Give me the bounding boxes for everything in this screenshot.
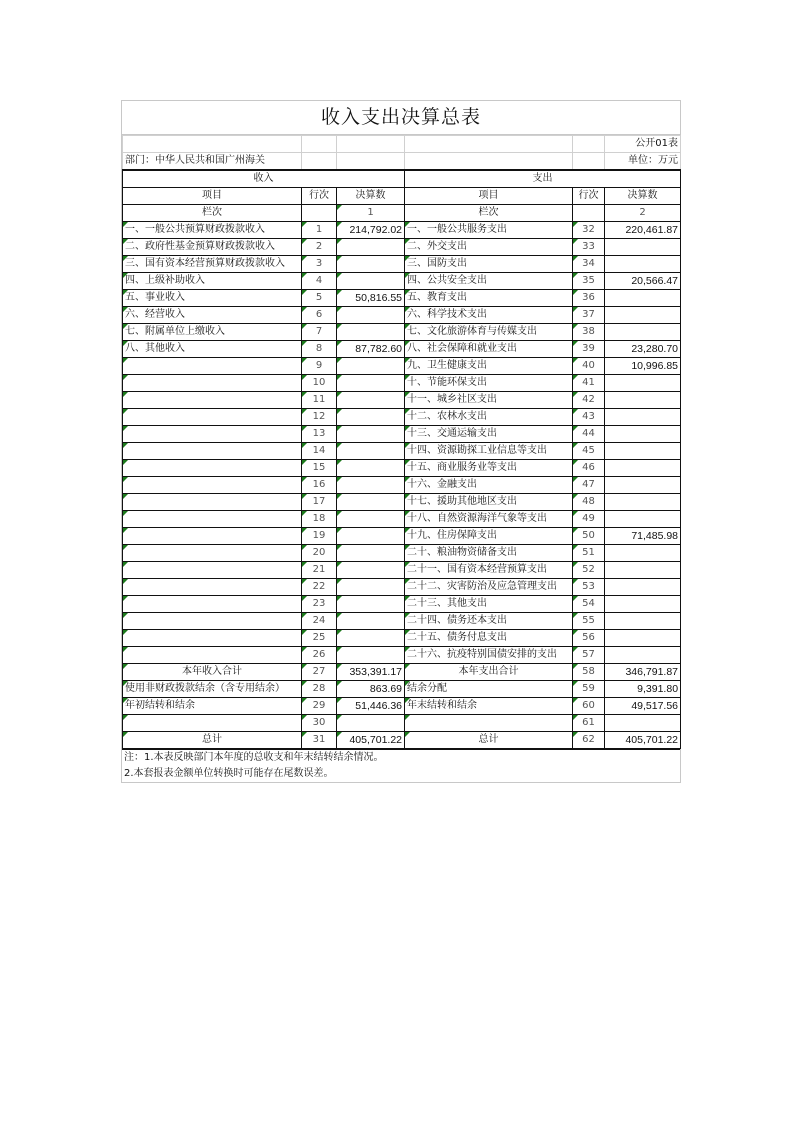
income-line-no: 30 — [302, 715, 337, 732]
income-line-no: 14 — [302, 443, 337, 460]
expense-column-label: 栏次 — [405, 205, 573, 222]
income-item — [123, 613, 302, 630]
income-line-no: 31 — [302, 732, 337, 749]
table-row — [123, 630, 681, 647]
income-line-no: 12 — [302, 409, 337, 426]
income-line-no: 10 — [302, 375, 337, 392]
income-item: 二、政府性基金预算财政拨款收入 — [123, 239, 302, 256]
table-row — [123, 443, 681, 460]
expense-item: 二十二、灾害防治及应急管理支出 — [405, 579, 573, 596]
expense-amount: 10,996.85 — [605, 358, 681, 375]
income-item — [123, 545, 302, 562]
expense-amount — [605, 613, 681, 630]
expense-line-no: 62 — [573, 732, 605, 749]
expense-item: 五、教育支出 — [405, 290, 573, 307]
expense-line-no: 53 — [573, 579, 605, 596]
income-amount — [337, 409, 405, 426]
expense-amount — [605, 409, 681, 426]
table-row — [123, 273, 681, 290]
expense-item: 十九、住房保障支出 — [405, 528, 573, 545]
expense-amount — [605, 375, 681, 392]
income-line-no: 7 — [302, 324, 337, 341]
expense-amount — [605, 647, 681, 664]
summary-row — [123, 681, 681, 698]
expense-amount — [605, 307, 681, 324]
expense-summary-item — [405, 715, 573, 732]
income-item: 四、上级补助收入 — [123, 273, 302, 290]
expense-line-no: 54 — [573, 596, 605, 613]
notes — [122, 749, 680, 783]
summary-row — [123, 698, 681, 715]
expense-amount — [605, 545, 681, 562]
income-line-no: 21 — [302, 562, 337, 579]
expense-amount: 71,485.98 — [605, 528, 681, 545]
expense-amount: 405,701.22 — [605, 732, 681, 749]
expense-line-no: 61 — [573, 715, 605, 732]
table-row — [123, 613, 681, 630]
table-row — [123, 222, 681, 239]
expense-amount — [605, 630, 681, 647]
income-summary-item: 年初结转和结余 — [123, 698, 302, 715]
income-item — [123, 477, 302, 494]
table-row — [123, 239, 681, 256]
income-line-no: 9 — [302, 358, 337, 375]
income-item: 三、国有资本经营预算财政拨款收入 — [123, 256, 302, 273]
income-line-no: 15 — [302, 460, 337, 477]
income-amount-header: 决算数 — [337, 188, 405, 205]
expense-item: 七、文化旅游体育与传媒支出 — [405, 324, 573, 341]
income-amount — [337, 511, 405, 528]
expense-item: 二十一、国有资本经营预算支出 — [405, 562, 573, 579]
table-row — [123, 460, 681, 477]
income-line-no: 13 — [302, 426, 337, 443]
income-amount — [337, 324, 405, 341]
expense-amount: 23,280.70 — [605, 341, 681, 358]
expense-item: 二十六、抗疫特别国债安排的支出 — [405, 647, 573, 664]
income-amount — [337, 307, 405, 324]
summary-row — [123, 715, 681, 732]
income-item: 八、其他收入 — [123, 341, 302, 358]
income-amount — [337, 256, 405, 273]
expense-line-no: 59 — [573, 681, 605, 698]
expense-column-number: 2 — [605, 205, 681, 222]
page-title: 收入支出决算总表 — [122, 100, 680, 135]
table-row — [123, 511, 681, 528]
income-summary-item: 总计 — [123, 732, 302, 749]
expense-line-no: 47 — [573, 477, 605, 494]
expense-summary-item: 年末结转和结余 — [405, 698, 573, 715]
income-item — [123, 579, 302, 596]
table-row — [123, 358, 681, 375]
expense-line-no: 49 — [573, 511, 605, 528]
expense-line-no: 60 — [573, 698, 605, 715]
report-sheet — [121, 100, 681, 783]
expense-amount — [605, 562, 681, 579]
unit-label: 单位：万元 — [605, 153, 681, 170]
expense-line-no: 50 — [573, 528, 605, 545]
table-row — [123, 579, 681, 596]
table-row — [123, 256, 681, 273]
expense-amount — [605, 477, 681, 494]
income-amount: 50,816.55 — [337, 290, 405, 307]
budget-summary-table — [122, 170, 681, 749]
income-line-no: 11 — [302, 392, 337, 409]
expense-item: 三、国防支出 — [405, 256, 573, 273]
income-amount: 214,792.02 — [337, 222, 405, 239]
income-line-no: 18 — [302, 511, 337, 528]
table-row — [123, 545, 681, 562]
expense-line-no: 58 — [573, 664, 605, 681]
income-summary-item: 本年收入合计 — [123, 664, 302, 681]
expense-amount — [605, 290, 681, 307]
income-line-no: 29 — [302, 698, 337, 715]
expense-amount — [605, 324, 681, 341]
income-line-header: 行次 — [302, 188, 337, 205]
income-amount — [337, 443, 405, 460]
expense-item: 二十三、其他支出 — [405, 596, 573, 613]
expense-amount: 49,517.56 — [605, 698, 681, 715]
income-amount — [337, 358, 405, 375]
income-amount — [337, 613, 405, 630]
income-line-no: 3 — [302, 256, 337, 273]
income-amount — [337, 273, 405, 290]
table-row — [123, 290, 681, 307]
income-item — [123, 528, 302, 545]
income-item — [123, 426, 302, 443]
summary-row — [123, 664, 681, 681]
income-item — [123, 647, 302, 664]
income-amount — [337, 494, 405, 511]
table-row — [123, 324, 681, 341]
income-amount — [337, 460, 405, 477]
income-amount: 87,782.60 — [337, 341, 405, 358]
expense-amount — [605, 256, 681, 273]
income-item — [123, 392, 302, 409]
income-amount — [337, 528, 405, 545]
expense-summary-item: 总计 — [405, 732, 573, 749]
income-column-number: 1 — [337, 205, 405, 222]
expense-line-no: 51 — [573, 545, 605, 562]
expense-line-no: 36 — [573, 290, 605, 307]
expense-line-no: 38 — [573, 324, 605, 341]
income-amount — [337, 647, 405, 664]
expense-line-no: 57 — [573, 647, 605, 664]
table-row — [123, 307, 681, 324]
expense-amount — [605, 443, 681, 460]
expense-item: 十二、农林水支出 — [405, 409, 573, 426]
expense-section-header: 支出 — [405, 171, 681, 188]
income-line-no: 4 — [302, 273, 337, 290]
income-amount — [337, 239, 405, 256]
expense-item-header: 项目 — [405, 188, 573, 205]
expense-item: 十八、自然资源海洋气象等支出 — [405, 511, 573, 528]
income-item — [123, 562, 302, 579]
table-row — [123, 647, 681, 664]
income-amount — [337, 596, 405, 613]
income-item — [123, 511, 302, 528]
expense-item: 二、外交支出 — [405, 239, 573, 256]
income-line-no: 25 — [302, 630, 337, 647]
income-item — [123, 494, 302, 511]
income-item — [123, 460, 302, 477]
income-line-no: 17 — [302, 494, 337, 511]
table-row — [123, 562, 681, 579]
income-item: 六、经营收入 — [123, 307, 302, 324]
income-item-header: 项目 — [123, 188, 302, 205]
expense-line-no: 56 — [573, 630, 605, 647]
form-code: 公开01表 — [605, 136, 681, 153]
expense-amount: 20,566.47 — [605, 273, 681, 290]
income-line-no: 23 — [302, 596, 337, 613]
income-item — [123, 375, 302, 392]
expense-line-no: 55 — [573, 613, 605, 630]
expense-line-no: 45 — [573, 443, 605, 460]
income-amount — [337, 562, 405, 579]
expense-amount — [605, 596, 681, 613]
table-row — [123, 528, 681, 545]
income-amount — [337, 545, 405, 562]
income-amount — [337, 477, 405, 494]
table-row — [123, 596, 681, 613]
income-column-label: 栏次 — [123, 205, 302, 222]
note-2: 2.本套报表金额单位转换时可能存在尾数误差。 — [122, 766, 680, 783]
income-line-no: 8 — [302, 341, 337, 358]
income-line-no: 24 — [302, 613, 337, 630]
income-line-no: 28 — [302, 681, 337, 698]
expense-item: 六、科学技术支出 — [405, 307, 573, 324]
expense-amount — [605, 579, 681, 596]
expense-line-no: 32 — [573, 222, 605, 239]
income-line-no: 2 — [302, 239, 337, 256]
expense-summary-item: 结余分配 — [405, 681, 573, 698]
expense-item: 十七、援助其他地区支出 — [405, 494, 573, 511]
expense-item: 十六、金融支出 — [405, 477, 573, 494]
income-summary-item: 使用非财政拨款结余（含专用结余） — [123, 681, 302, 698]
income-line-no: 6 — [302, 307, 337, 324]
expense-amount — [605, 715, 681, 732]
income-item: 一、一般公共预算财政拨款收入 — [123, 222, 302, 239]
income-line-no: 19 — [302, 528, 337, 545]
expense-item: 十四、资源勘探工业信息等支出 — [405, 443, 573, 460]
income-item: 七、附属单位上缴收入 — [123, 324, 302, 341]
income-summary-item — [123, 715, 302, 732]
income-line-no: 1 — [302, 222, 337, 239]
income-item — [123, 443, 302, 460]
expense-amount — [605, 494, 681, 511]
table-row — [123, 375, 681, 392]
expense-line-no: 43 — [573, 409, 605, 426]
department-label: 部门：中华人民共和国广州海关 — [123, 153, 302, 170]
income-item — [123, 596, 302, 613]
expense-amount — [605, 426, 681, 443]
expense-line-no: 37 — [573, 307, 605, 324]
expense-summary-item: 本年支出合计 — [405, 664, 573, 681]
expense-amount-header: 决算数 — [605, 188, 681, 205]
expense-amount: 9,391.80 — [605, 681, 681, 698]
expense-item: 二十五、债务付息支出 — [405, 630, 573, 647]
income-line-no: 26 — [302, 647, 337, 664]
expense-line-no: 42 — [573, 392, 605, 409]
expense-line-no: 33 — [573, 239, 605, 256]
expense-item: 二十四、债务还本支出 — [405, 613, 573, 630]
income-amount — [337, 715, 405, 732]
report-meta — [122, 135, 681, 170]
expense-line-no: 52 — [573, 562, 605, 579]
income-item — [123, 358, 302, 375]
expense-amount: 220,461.87 — [605, 222, 681, 239]
expense-amount — [605, 460, 681, 477]
expense-amount — [605, 511, 681, 528]
income-amount: 51,446.36 — [337, 698, 405, 715]
expense-item: 二十、粮油物资储备支出 — [405, 545, 573, 562]
income-amount — [337, 579, 405, 596]
income-line-no: 16 — [302, 477, 337, 494]
summary-row — [123, 732, 681, 749]
expense-line-no: 44 — [573, 426, 605, 443]
expense-item: 八、社会保障和就业支出 — [405, 341, 573, 358]
expense-item: 四、公共安全支出 — [405, 273, 573, 290]
income-section-header: 收入 — [123, 171, 405, 188]
expense-item: 十三、交通运输支出 — [405, 426, 573, 443]
expense-item: 十五、商业服务业等支出 — [405, 460, 573, 477]
expense-line-no: 34 — [573, 256, 605, 273]
income-amount: 863.69 — [337, 681, 405, 698]
income-amount — [337, 392, 405, 409]
expense-line-no: 40 — [573, 358, 605, 375]
expense-line-no: 39 — [573, 341, 605, 358]
income-amount — [337, 630, 405, 647]
income-amount — [337, 426, 405, 443]
table-row — [123, 392, 681, 409]
expense-line-no: 46 — [573, 460, 605, 477]
expense-item: 九、卫生健康支出 — [405, 358, 573, 375]
note-1: 注：1.本表反映部门本年度的总收支和年末结转结余情况。 — [122, 750, 680, 767]
expense-item: 十一、城乡社区支出 — [405, 392, 573, 409]
table-row — [123, 409, 681, 426]
income-amount — [337, 375, 405, 392]
expense-amount — [605, 392, 681, 409]
expense-line-no: 48 — [573, 494, 605, 511]
table-row — [123, 477, 681, 494]
income-line-no: 22 — [302, 579, 337, 596]
expense-amount: 346,791.87 — [605, 664, 681, 681]
table-row — [123, 426, 681, 443]
income-item — [123, 630, 302, 647]
table-row — [123, 494, 681, 511]
income-amount: 353,391.17 — [337, 664, 405, 681]
income-item: 五、事业收入 — [123, 290, 302, 307]
income-amount: 405,701.22 — [337, 732, 405, 749]
income-line-no: 27 — [302, 664, 337, 681]
expense-line-header: 行次 — [573, 188, 605, 205]
income-line-no: 20 — [302, 545, 337, 562]
income-item — [123, 409, 302, 426]
expense-line-no: 41 — [573, 375, 605, 392]
expense-item: 十、节能环保支出 — [405, 375, 573, 392]
expense-line-no: 35 — [573, 273, 605, 290]
expense-amount — [605, 239, 681, 256]
table-row — [123, 341, 681, 358]
income-line-no: 5 — [302, 290, 337, 307]
expense-item: 一、一般公共服务支出 — [405, 222, 573, 239]
